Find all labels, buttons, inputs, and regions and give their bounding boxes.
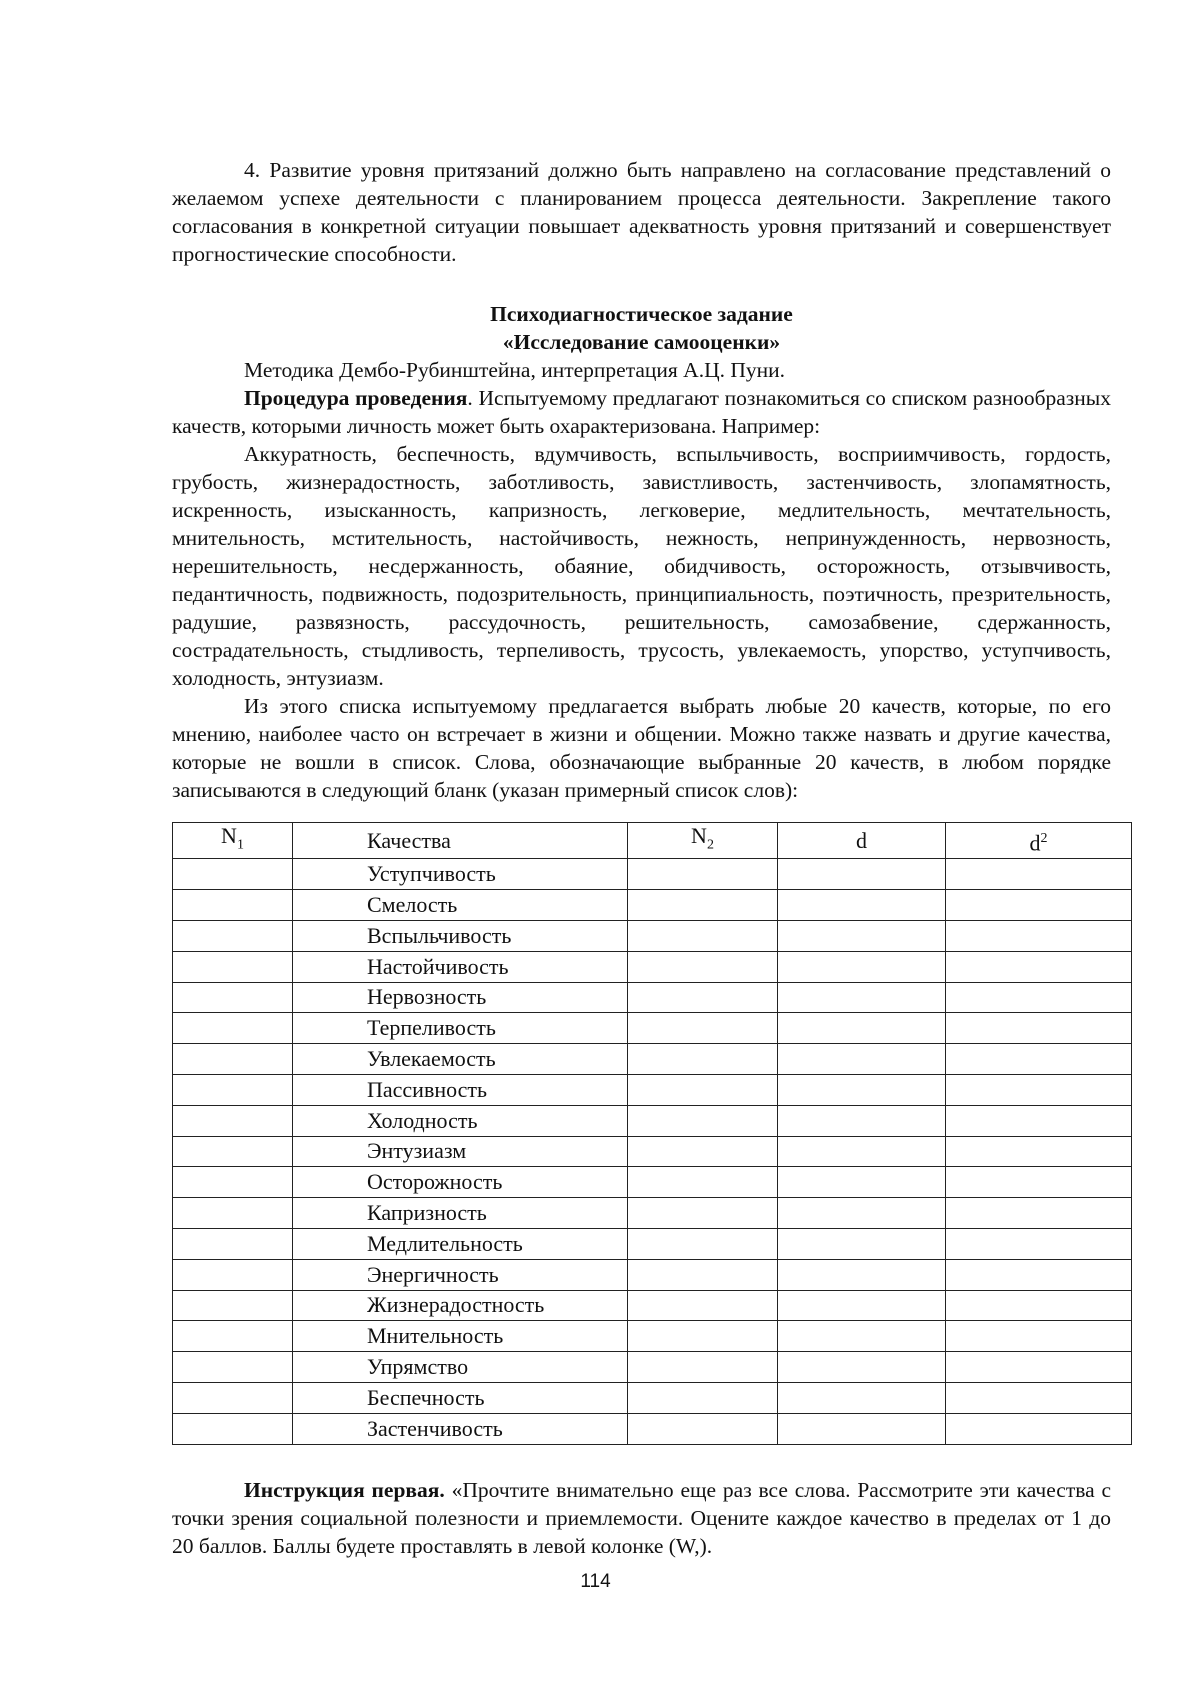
- cell-n2: [628, 920, 778, 951]
- cell-quality: Застенчивость: [293, 1413, 628, 1444]
- cell-quality: Энтузиазм: [293, 1136, 628, 1167]
- cell-d: [778, 1136, 946, 1167]
- header-d2: $d^2$: [946, 823, 1132, 859]
- qualities-list: Аккуратность, беспечность, вдумчивость, вспыльчивость, восприимчивость, гордость, грубость, жизнерадостность, заботливость, завистливость, застенчивость, злопамятность, искренность, изысканность, капризность, легковерие, медлительность, мечтательность, мнительность, мстительность, настойчивость, нежность, непринужденность, нервозность, нерешительность, несдержанность, обаяние, обидчивость, осторожность, отзывчивость, педантичность, подвижность, подозрительность, принципиальность, поэтичность, презрительность, радушие, развязность, рассудочность, решительность, самозабвение, сдержанность, сострадательность, стыдливость, терпеливость, трусость, увлекаемость, упорство, уступчивость, холодность, энтузиазм.: [172, 442, 1111, 690]
- table-row: [173, 1228, 1132, 1259]
- cell-quality: Энергичность: [293, 1259, 628, 1290]
- table-row: [173, 859, 1132, 890]
- cell-quality: Пассивность: [293, 1074, 628, 1105]
- cell-n2: [628, 951, 778, 982]
- cell-d2: [946, 859, 1132, 890]
- table-row: [173, 1044, 1132, 1075]
- cell-n2: [628, 1413, 778, 1444]
- page-body: [172, 156, 1111, 804]
- task-title: Психодиагностическое задание: [490, 302, 793, 326]
- table-row: [173, 1413, 1132, 1444]
- cell-n2: [628, 890, 778, 921]
- table-header-row: [173, 823, 1132, 859]
- table-row: [173, 1321, 1132, 1352]
- cell-d2: [946, 920, 1132, 951]
- cell-quality: Беспечность: [293, 1382, 628, 1413]
- cell-d: [778, 1259, 946, 1290]
- cell-n1: [173, 1044, 293, 1075]
- cell-n1: [173, 1198, 293, 1229]
- cell-d: [778, 890, 946, 921]
- cell-quality: Нервозность: [293, 982, 628, 1013]
- table-row: [173, 1167, 1132, 1198]
- table-row: [173, 1074, 1132, 1105]
- cell-n1: [173, 1136, 293, 1167]
- header-d: d: [778, 823, 946, 859]
- cell-n2: [628, 1105, 778, 1136]
- cell-quality: Уступчивость: [293, 859, 628, 890]
- choose-paragraph: Из этого списка испытуемому предлагается выбрать любые 20 качеств, которые, по его мнению, наиболее часто он встречает в жизни и общении. Можно также назвать и другие качества, которые не вошли в список. Слова, обозначающие выбранные 20 качеств, в любом порядке записываются в следующий бланк (указан примерный список слов):: [172, 694, 1111, 802]
- procedure-label: Процедура проведения: [244, 386, 468, 410]
- cell-d: [778, 1013, 946, 1044]
- instruction-block: [172, 1476, 1111, 1560]
- cell-n1: [173, 920, 293, 951]
- cell-n2: [628, 859, 778, 890]
- cell-n1: [173, 1105, 293, 1136]
- cell-n1: [173, 951, 293, 982]
- cell-n2: [628, 1228, 778, 1259]
- table-row: [173, 1013, 1132, 1044]
- cell-d: [778, 920, 946, 951]
- table-row: [173, 1352, 1132, 1383]
- cell-quality: Мнительность: [293, 1321, 628, 1352]
- cell-quality: Капризность: [293, 1198, 628, 1229]
- cell-quality: Увлекаемость: [293, 1044, 628, 1075]
- cell-n1: [173, 1321, 293, 1352]
- cell-quality: Жизнерадостность: [293, 1290, 628, 1321]
- cell-d2: [946, 1105, 1132, 1136]
- cell-d2: [946, 890, 1132, 921]
- cell-d: [778, 1413, 946, 1444]
- cell-n1: [173, 982, 293, 1013]
- method-line: Методика Дембо-Рубинштейна, интерпретация А.Ц. Пуни.: [244, 358, 786, 382]
- cell-d: [778, 1290, 946, 1321]
- cell-quality: Настойчивость: [293, 951, 628, 982]
- cell-n2: [628, 1382, 778, 1413]
- cell-n2: [628, 1013, 778, 1044]
- header-n1: $N_1$: [173, 823, 293, 859]
- cell-quality: Упрямство: [293, 1352, 628, 1383]
- cell-n1: [173, 890, 293, 921]
- table-row: [173, 1105, 1132, 1136]
- cell-d2: [946, 982, 1132, 1013]
- cell-n2: [628, 1290, 778, 1321]
- cell-n2: [628, 1321, 778, 1352]
- cell-d2: [946, 1013, 1132, 1044]
- table-row: [173, 1198, 1132, 1229]
- instruction-text: «Прочтите внимательно еще раз все слова. Рассмотрите эти качества с точки зрения социальной полезности и приемлемости. Оцените каждое качество в пределах от 1 до 20 баллов. Баллы будете проставлять в левой колонке (W,).: [172, 1478, 1112, 1558]
- cell-d: [778, 1352, 946, 1383]
- cell-n2: [628, 1259, 778, 1290]
- table-row: [173, 1290, 1132, 1321]
- cell-d: [778, 1198, 946, 1229]
- cell-d2: [946, 1228, 1132, 1259]
- header-quality: Качества: [293, 823, 628, 859]
- cell-quality: Медлительность: [293, 1228, 628, 1259]
- cell-n1: [173, 1413, 293, 1444]
- cell-d: [778, 1228, 946, 1259]
- cell-d: [778, 951, 946, 982]
- cell-n2: [628, 1074, 778, 1105]
- cell-n1: [173, 1013, 293, 1044]
- cell-d: [778, 1382, 946, 1413]
- header-n2: $N_2$: [628, 823, 778, 859]
- cell-d: [778, 1074, 946, 1105]
- task-subtitle: «Исследование самооценки»: [502, 330, 781, 354]
- cell-d: [778, 1105, 946, 1136]
- instruction-label: Инструкция первая.: [244, 1478, 445, 1502]
- procedure-text: . Испытуемому предлагают познакомиться со списком разнообразных качеств, которыми личность может быть охарактеризована. Например:: [172, 386, 1111, 438]
- procedure-paragraph: [172, 384, 1111, 440]
- cell-n2: [628, 1044, 778, 1075]
- cell-d: [778, 1167, 946, 1198]
- instruction-paragraph: [172, 1476, 1111, 1560]
- cell-n2: [628, 982, 778, 1013]
- table-row: [173, 982, 1132, 1013]
- cell-d2: [946, 1167, 1132, 1198]
- cell-d: [778, 859, 946, 890]
- table-row: [173, 920, 1132, 951]
- cell-d2: [946, 1290, 1132, 1321]
- cell-d2: [946, 1074, 1132, 1105]
- cell-quality: Смелость: [293, 890, 628, 921]
- cell-n1: [173, 1382, 293, 1413]
- cell-n2: [628, 1352, 778, 1383]
- cell-d2: [946, 1136, 1132, 1167]
- cell-d2: [946, 951, 1132, 982]
- cell-n1: [173, 859, 293, 890]
- table-row: [173, 1136, 1132, 1167]
- cell-n1: [173, 1259, 293, 1290]
- cell-quality: Холодность: [293, 1105, 628, 1136]
- cell-n2: [628, 1167, 778, 1198]
- page-number: 114: [580, 1571, 611, 1592]
- cell-d2: [946, 1352, 1132, 1383]
- cell-n1: [173, 1290, 293, 1321]
- cell-quality: Осторожность: [293, 1167, 628, 1198]
- intro-paragraph: 4. Развитие уровня притязаний должно быть направлено на согласование представлений о желаемом успехе деятельности с планированием процесса деятельности. Закрепление такого согласования в конкретной ситуации повышает адекватность уровня притязаний и совершенствует прогностические способности.: [172, 158, 1111, 266]
- cell-quality: Вспыльчивость: [293, 920, 628, 951]
- cell-d2: [946, 1321, 1132, 1352]
- quality-table: [172, 822, 1132, 1445]
- cell-d2: [946, 1413, 1132, 1444]
- cell-d2: [946, 1382, 1132, 1413]
- cell-quality: Терпеливость: [293, 1013, 628, 1044]
- cell-n1: [173, 1352, 293, 1383]
- table-row: [173, 1382, 1132, 1413]
- cell-n2: [628, 1198, 778, 1229]
- cell-n1: [173, 1074, 293, 1105]
- cell-d2: [946, 1044, 1132, 1075]
- table-row: [173, 890, 1132, 921]
- cell-n1: [173, 1228, 293, 1259]
- table-row: [173, 1259, 1132, 1290]
- cell-d: [778, 1321, 946, 1352]
- cell-d2: [946, 1198, 1132, 1229]
- cell-d: [778, 982, 946, 1013]
- table-row: [173, 951, 1132, 982]
- cell-n1: [173, 1167, 293, 1198]
- cell-n2: [628, 1136, 778, 1167]
- cell-d2: [946, 1259, 1132, 1290]
- cell-d: [778, 1044, 946, 1075]
